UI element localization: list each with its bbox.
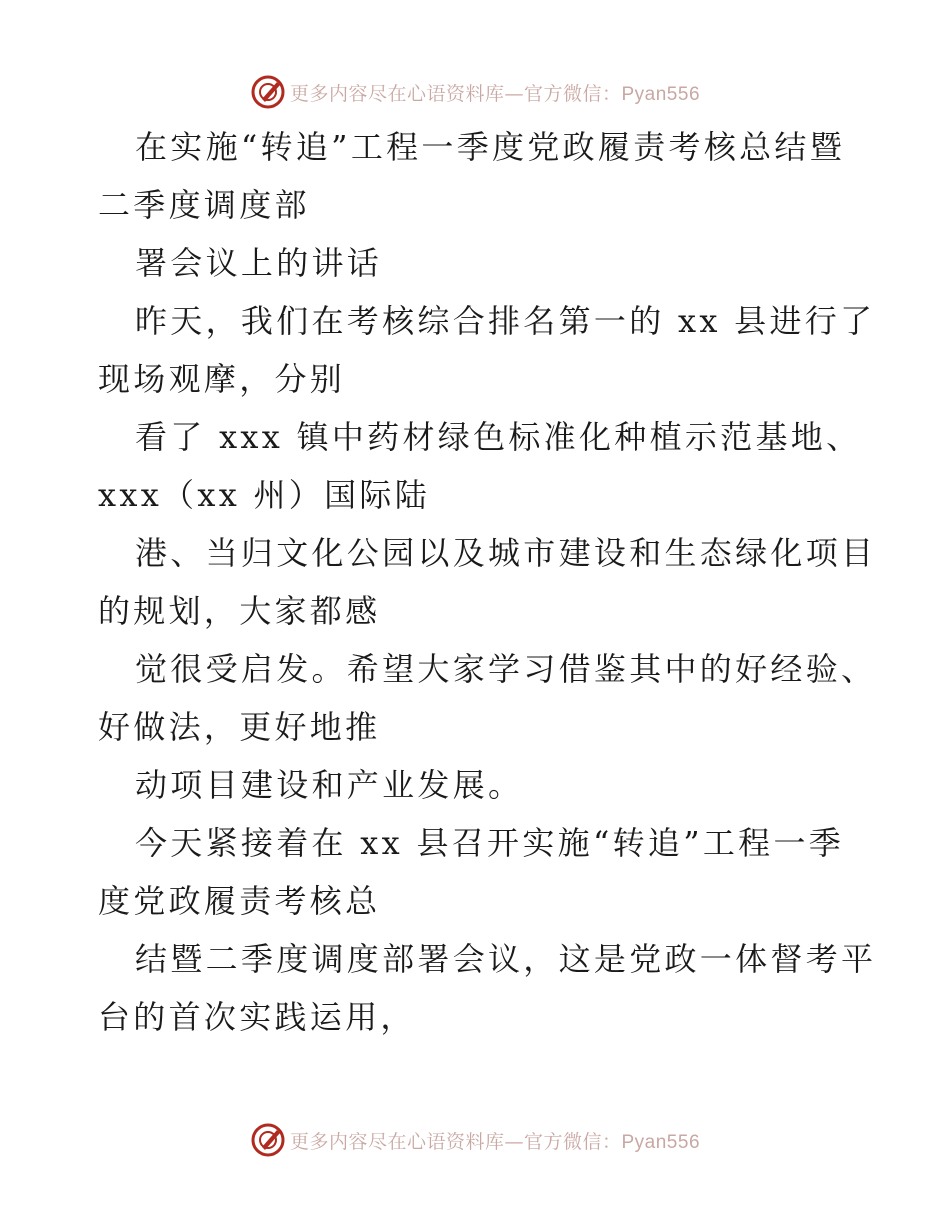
- wechat-id: Pyan556: [621, 1131, 701, 1153]
- text-line: 今天紧接着在 xx 县召开实施“转追”工程一季: [135, 824, 845, 862]
- text-line: xxx（xx 州）国际陆: [98, 476, 431, 514]
- text-line: 结暨二季度调度部署会议，这是党政一体督考平: [135, 940, 877, 978]
- text-line: 在实施“转追”工程一季度党政履责考核总结暨: [135, 128, 846, 166]
- header-banner-text: 更多内容尽在心语资料库—官方微信：Pyan556: [289, 82, 701, 105]
- logo-icon: [250, 74, 286, 110]
- text-line: 的规划，大家都感: [98, 592, 381, 630]
- text-line: 现场观摩，分别: [98, 360, 346, 398]
- document-body: [98, 118, 877, 1046]
- text-line: 昨天，我们在考核综合排名第一的 xx 县进行了: [135, 302, 876, 340]
- header-banner: [0, 70, 950, 114]
- text-line: 觉很受启发。希望大家学习借鉴其中的好经验、: [135, 650, 877, 688]
- footer-banner-text: 更多内容尽在心语资料库—官方微信：Pyan556: [289, 1130, 701, 1153]
- text-line: 台的首次实践运用，: [98, 998, 416, 1036]
- text-line: 看了 xxx 镇中药材绿色标准化种植示范基地、: [135, 418, 862, 456]
- logo-icon: [250, 1122, 286, 1158]
- text-line: 署会议上的讲话: [135, 244, 383, 282]
- text-line: 港、当归文化公园以及城市建设和生态绿化项目: [135, 534, 877, 572]
- text-line: 动项目建设和产业发展。: [135, 766, 524, 804]
- wechat-id: Pyan556: [621, 83, 701, 105]
- footer-banner: [0, 1118, 950, 1162]
- text-line: 二季度调度部: [98, 186, 310, 224]
- text-line: 度党政履责考核总: [98, 882, 381, 920]
- text-line: 好做法，更好地推: [98, 708, 381, 746]
